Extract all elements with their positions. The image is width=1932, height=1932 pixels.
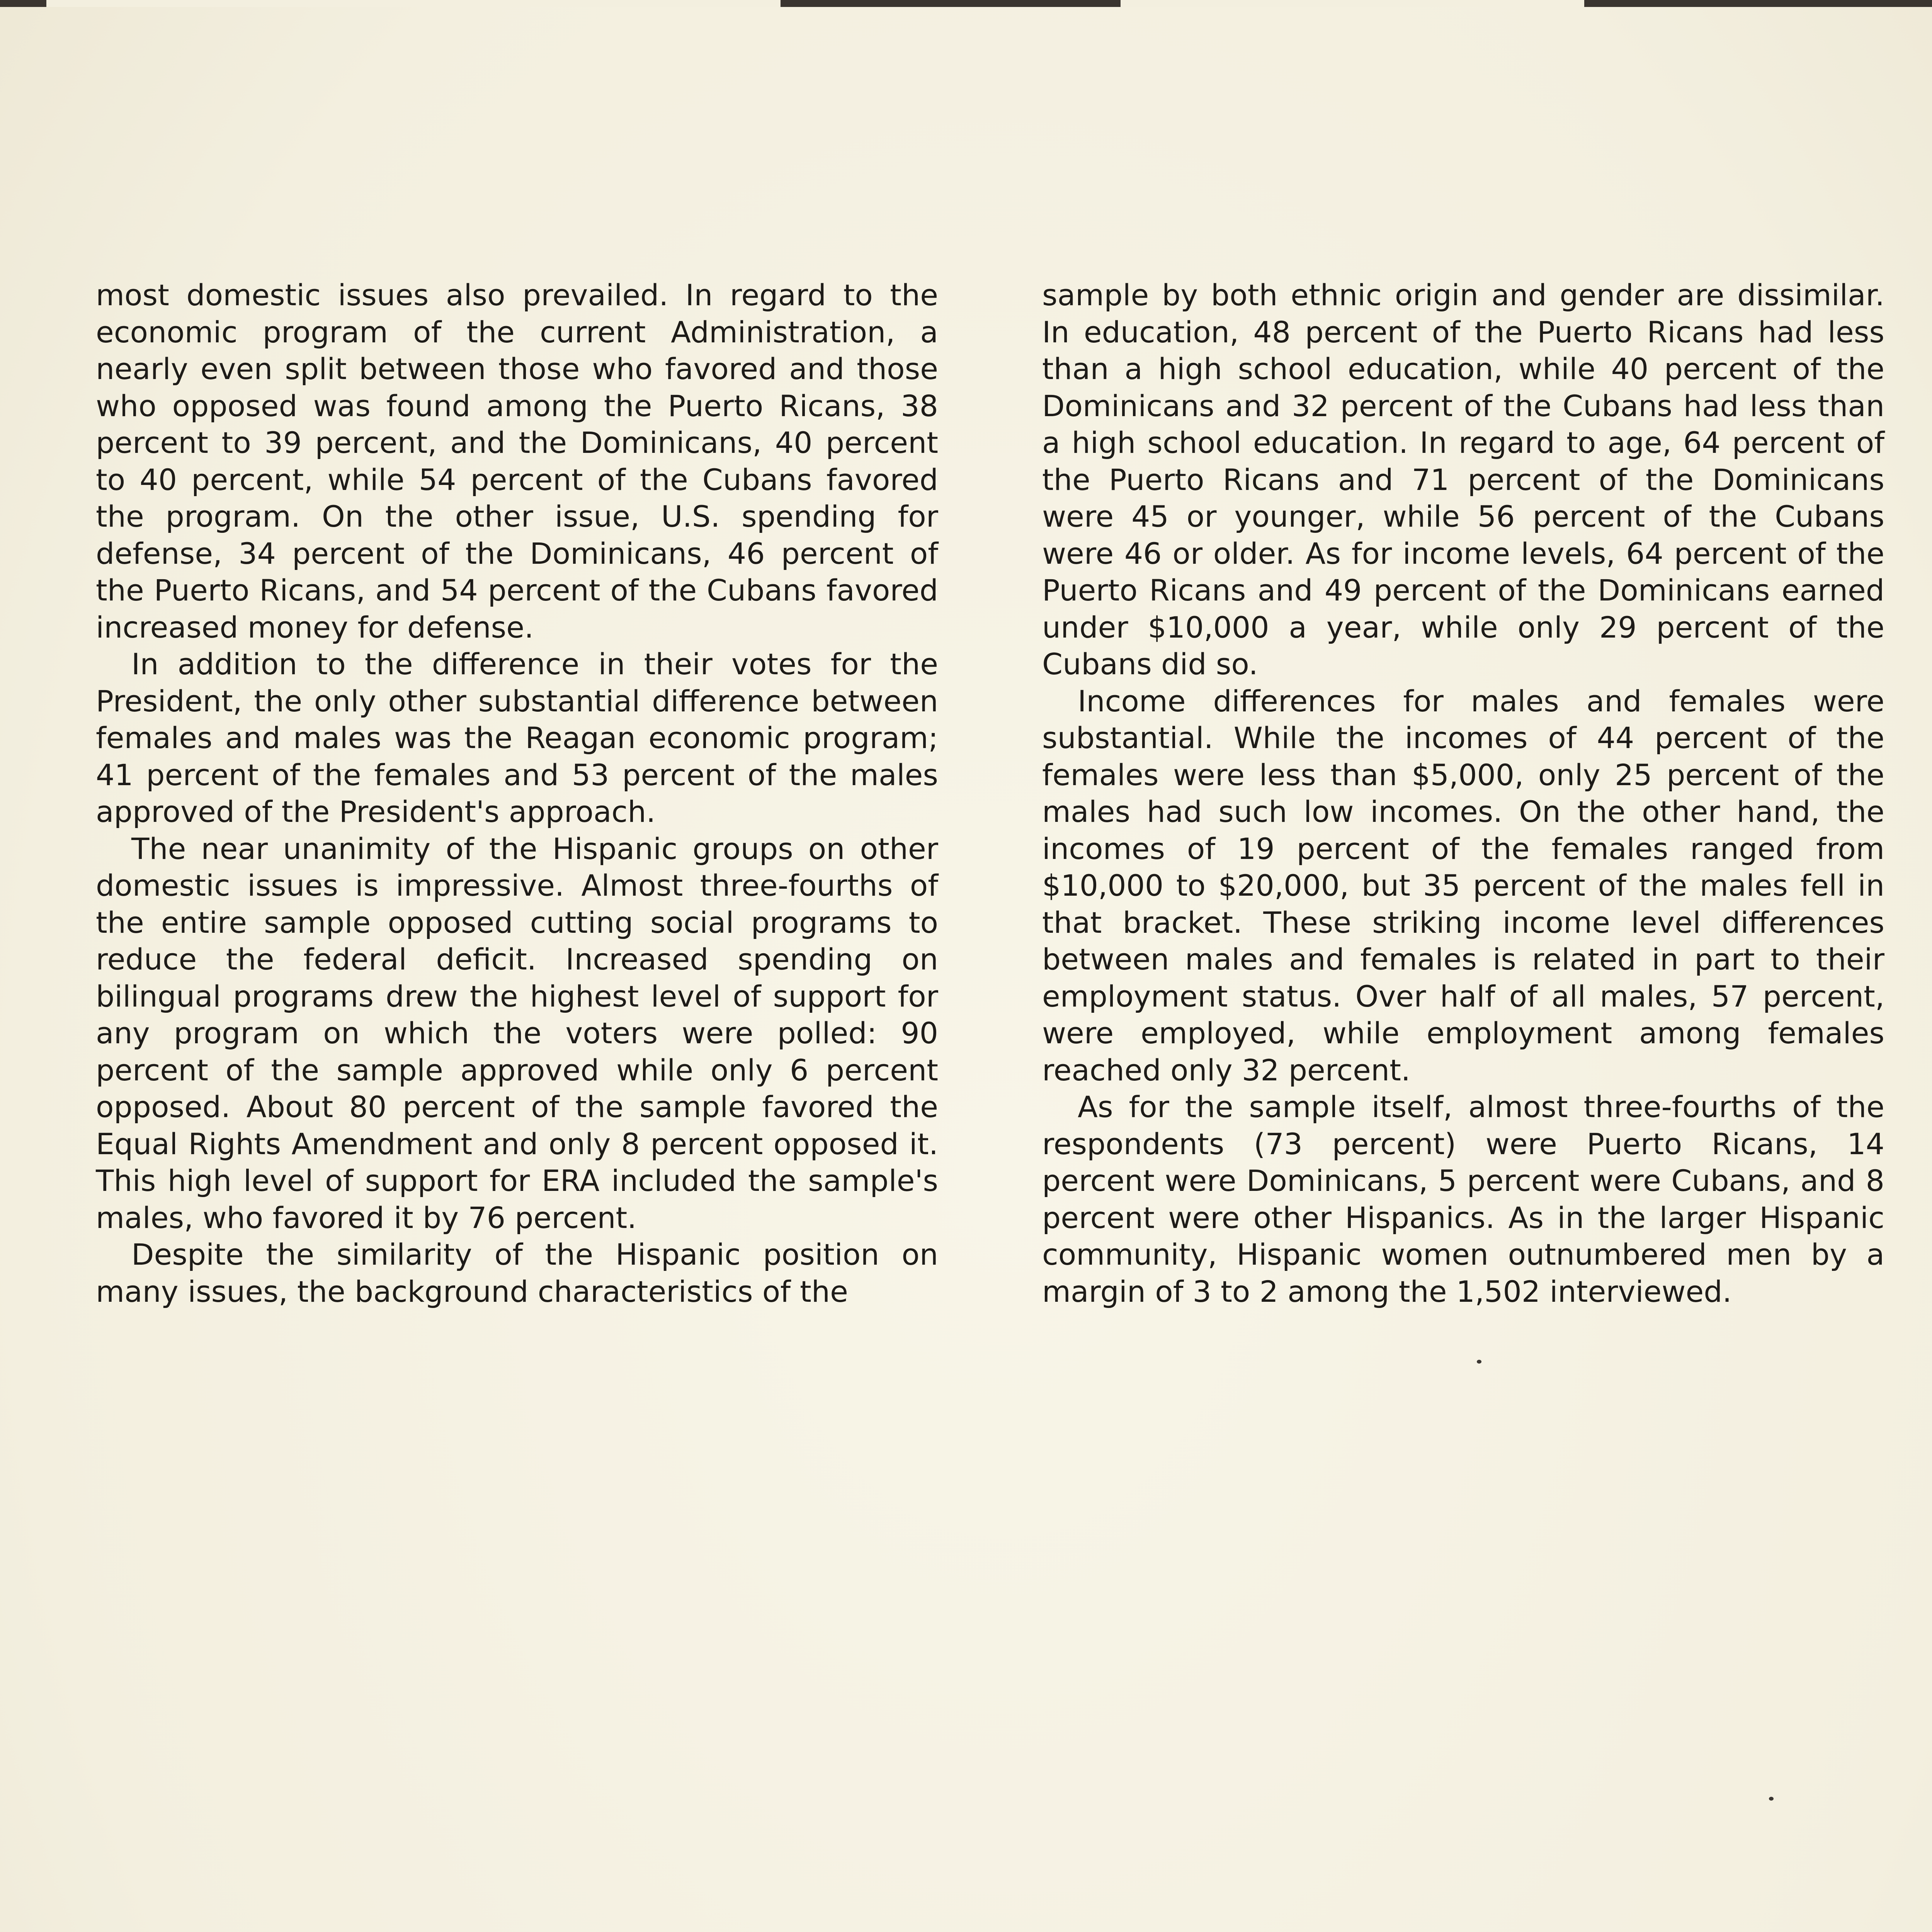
paragraph: sample by both ethnic origin and gender are dissimilar. In education, 48 percent of the Puerto Ricans had less than a high school education, while 40 percent of the Dominicans and 32 percent of the Cubans had less than a high school education. In regard to age, 64 percent of the Puerto Ricans and 71 percent of the Dominicans were 45 or younger, while 56 percent of the Cubans were 46 or older. As for income levels, 64 percent of the Puerto Ricans and 49 percent of the Dominicans earned under $10,000 a year, while only 29 percent of the Cubans did so. bbox=[1042, 278, 1884, 681]
paragraph: The near unanimity of the Hispanic groups on other domestic issues is impressive. Almost three-fourths of the entire sample opposed cutting social programs to reduce the federal deficit. Increased spending on bilingual programs drew the highest level of support for any program on which the voters were polled: 90 percent of the sample approved while only 6 percent opposed. About 80 percent of the sample favored the Equal Rights Amendment and only 8 percent opposed it. This high level of support for ERA included the sample's males, who favored it by 76 percent. bbox=[96, 831, 938, 1235]
right-column bbox=[1042, 277, 1884, 1310]
paragraph: As for the sample itself, almost three-fourths of the respondents (73 percent) were Puerto Ricans, 14 percent were Dominicans, 5 percent were Cubans, and 8 percent were other Hispanics. As in the larger Hispanic community, Hispanic women outnumbered men by a margin of 3 to 2 among the 1,502 interviewed. bbox=[1042, 1090, 1884, 1309]
paragraph: most domestic issues also prevailed. In regard to the economic program of the current Administration, a nearly even split between those who favored and those who opposed was found among the Puerto Ricans, 38 percent to 39 percent, and the Dominicans, 40 percent to 40 percent, while 54 percent of the Cubans favored the program. On the other issue, U.S. spending for defense, 34 percent of the Dominicans, 46 percent of the Puerto Ricans, and 54 percent of the Cubans favored increased money for defense. bbox=[96, 278, 938, 645]
left-column bbox=[96, 277, 938, 1310]
paragraph: Despite the similarity of the Hispanic position on many issues, the background characteristics of the bbox=[96, 1237, 938, 1309]
ink-speck bbox=[1477, 1360, 1481, 1364]
paragraph: In addition to the difference in their votes for the President, the only other substantial difference between females and males was the Reagan economic program; 41 percent of the females and 53 percent of the males approved of the President's approach. bbox=[96, 647, 938, 829]
ink-speck bbox=[1769, 1797, 1774, 1801]
paragraph: Income differences for males and females were substantial. While the incomes of 44 percent of the females were less than $5,000, only 25 percent of the males had such low incomes. On the other hand, the incomes of 19 percent of the females ranged from $10,000 to $20,000, but 35 percent of the males fell in that bracket. These striking income level differences between males and females is related in part to their employment status. Over half of all males, 57 percent, were employed, while employment among females reached only 32 percent. bbox=[1042, 684, 1884, 1087]
page-top-edge-gap bbox=[1121, 0, 1584, 7]
page-top-edge-gap bbox=[46, 0, 781, 7]
